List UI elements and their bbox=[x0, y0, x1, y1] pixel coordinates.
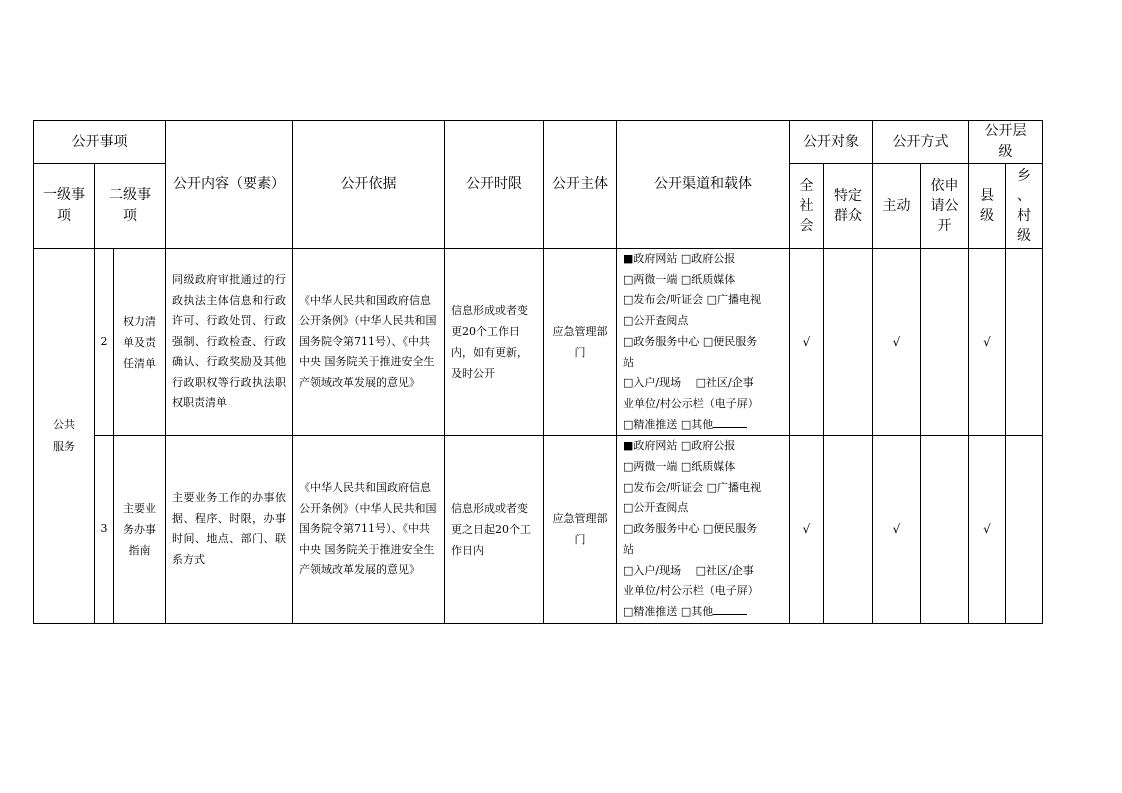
check-all-society: √ bbox=[790, 436, 824, 623]
channel-line: ■政府网站 □政府公报 bbox=[623, 439, 736, 453]
time-cell bbox=[445, 249, 544, 436]
subject-text: 应急管理部门 bbox=[552, 325, 608, 360]
header-method-active: 主动 bbox=[873, 164, 921, 249]
channel-line: □精准推送 □其他 bbox=[623, 417, 714, 431]
header-level-county-char: 县 bbox=[980, 188, 994, 204]
item-text: 主要业务办事指南 bbox=[123, 501, 156, 557]
header-target-specific-line: 特定 bbox=[834, 188, 862, 204]
check-township bbox=[1006, 436, 1043, 623]
check-county: √ bbox=[969, 249, 1006, 436]
header-content: 公开内容（要素） bbox=[166, 121, 293, 249]
header-level-township-char: 村 bbox=[1017, 208, 1031, 224]
basis-cell bbox=[293, 249, 445, 436]
content-text: 同级政府审批通过的行政执法主体信息和行政许可、行政处罚、行政强制、行政检查、行政确认、行政奖励及其他行政职权等行政执法职权职责清单 bbox=[172, 273, 286, 410]
disclosure-table bbox=[33, 120, 1043, 624]
channel-line-last bbox=[623, 415, 783, 436]
check-request bbox=[921, 436, 969, 623]
header-level-county bbox=[969, 164, 1006, 249]
channel-line: □政务服务中心 □便民服务 bbox=[623, 522, 758, 536]
item-cell bbox=[114, 436, 166, 623]
channel-line: □发布会/听证会 □广播电视 bbox=[623, 293, 761, 307]
header-time-limit: 公开时限 bbox=[445, 121, 544, 249]
header-target-all-char: 会 bbox=[799, 218, 814, 234]
header-target-all bbox=[790, 164, 824, 249]
check-request bbox=[921, 249, 969, 436]
content-text: 主要业务工作的办事依据、程序、时限，办事时间、地点、部门、联系方式 bbox=[172, 491, 286, 566]
header-level bbox=[969, 121, 1043, 164]
content-cell bbox=[166, 436, 293, 623]
basis-text: 《中华人民共和国政府信息公开条例》（中华人民共和国国务院令第711号）、《中共中央 国务院关于推进安全生产领域改革发展的意见》 bbox=[299, 293, 437, 389]
header-method-request-line: 开 bbox=[937, 218, 952, 234]
item-cell bbox=[114, 249, 166, 436]
header-level-township bbox=[1006, 164, 1043, 249]
time-text: 信息形成或者变更之日起20个工作日内 bbox=[451, 501, 531, 557]
channel-line-last bbox=[623, 602, 783, 623]
basis-text: 《中华人民共和国政府信息公开条例》（中华人民共和国国务院令第711号）、《中共中央 国务院关于推进安全生产领域改革发展的意见》 bbox=[299, 481, 437, 577]
header-method-request bbox=[921, 164, 969, 249]
header-target-all-char: 社 bbox=[799, 198, 814, 214]
blank-underline bbox=[713, 417, 747, 428]
header-target-specific-line: 群众 bbox=[834, 208, 862, 224]
header-row-1 bbox=[34, 121, 1043, 164]
channel-line: □精准推送 □其他 bbox=[623, 604, 714, 618]
check-specific bbox=[824, 436, 873, 623]
header-level-township-char: 、 bbox=[1017, 188, 1031, 204]
blank-underline bbox=[713, 604, 747, 615]
header-level2 bbox=[95, 164, 166, 249]
channel-line: ■政府网站 □政府公报 bbox=[623, 252, 736, 265]
table-row bbox=[34, 249, 1043, 436]
table-row bbox=[34, 436, 1043, 623]
header-channel: 公开渠道和载体 bbox=[617, 121, 790, 249]
subject-cell bbox=[544, 436, 617, 623]
time-text: 信息形成或者变更20个工作日内，如有更新，及时公开 bbox=[451, 304, 528, 381]
subject-cell bbox=[544, 249, 617, 436]
check-active: √ bbox=[873, 249, 921, 436]
channel-line: 业单位/村公示栏（电子屏） bbox=[623, 584, 759, 598]
channel-cell bbox=[617, 436, 790, 623]
channel-line: □两微一端 □纸质媒体 bbox=[623, 272, 736, 286]
category-text: 公共服务 bbox=[53, 417, 75, 453]
header-subject: 公开主体 bbox=[544, 121, 617, 249]
category-cell bbox=[34, 249, 95, 624]
row-index: 2 bbox=[95, 249, 114, 436]
channel-line: 站 bbox=[623, 355, 634, 369]
item-text: 权力清单及责任清单 bbox=[123, 314, 156, 370]
check-all-society: √ bbox=[790, 249, 824, 436]
check-township bbox=[1006, 249, 1043, 436]
header-target-specific bbox=[824, 164, 873, 249]
channel-line: □两微一端 □纸质媒体 bbox=[623, 460, 736, 474]
check-county: √ bbox=[969, 436, 1006, 623]
channel-line: □入户/现场 □社区/企事 bbox=[623, 376, 754, 390]
row-index: 3 bbox=[95, 436, 114, 623]
header-level-township-char: 级 bbox=[1017, 228, 1031, 244]
check-active: √ bbox=[873, 436, 921, 623]
channel-line: □发布会/听证会 □广播电视 bbox=[623, 480, 761, 494]
header-level1 bbox=[34, 164, 95, 249]
channel-line: □入户/现场 □社区/企事 bbox=[623, 563, 754, 577]
header-public-items: 公开事项 bbox=[34, 121, 166, 164]
header-level-county-char: 级 bbox=[980, 208, 994, 224]
header-method-request-line: 依申 bbox=[930, 178, 959, 194]
header-basis: 公开依据 bbox=[293, 121, 445, 249]
time-cell bbox=[445, 436, 544, 623]
header-level-text: 公开层级 bbox=[984, 123, 1027, 160]
header-level2-text: 二级事项 bbox=[109, 187, 151, 224]
check-specific bbox=[824, 249, 873, 436]
header-target-all-char: 全 bbox=[799, 178, 814, 194]
channel-line: 站 bbox=[623, 542, 634, 556]
channel-line: □政务服务中心 □便民服务 bbox=[623, 334, 758, 348]
header-level1-text: 一级事项 bbox=[43, 187, 85, 224]
header-method: 公开方式 bbox=[873, 121, 969, 164]
header-method-request-line: 请公 bbox=[930, 198, 959, 214]
subject-text: 应急管理部门 bbox=[552, 512, 608, 547]
channel-line: □公开查阅点 bbox=[623, 314, 689, 328]
basis-cell bbox=[293, 436, 445, 623]
channel-line: □公开查阅点 bbox=[623, 501, 689, 515]
channel-line: 业单位/村公示栏（电子屏） bbox=[623, 396, 759, 410]
header-level-township-char: 乡 bbox=[1017, 168, 1031, 184]
content-cell bbox=[166, 249, 293, 436]
header-target: 公开对象 bbox=[790, 121, 873, 164]
channel-cell bbox=[617, 249, 790, 436]
